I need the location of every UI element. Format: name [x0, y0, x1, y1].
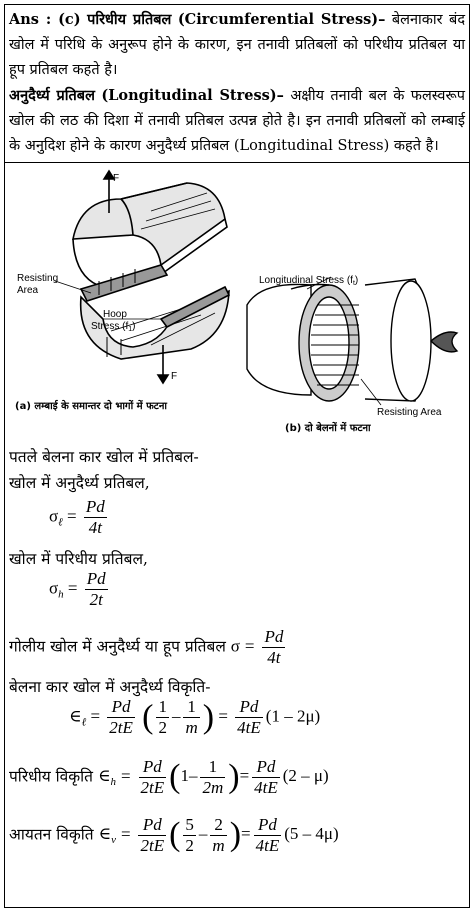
label-hoop-2: Stress $(f_1)$	[91, 321, 136, 333]
answer-label: Ans : (c)	[9, 11, 81, 28]
figure-b-drawing	[247, 277, 457, 405]
label-f-bottom: F	[171, 371, 178, 382]
answer-box	[4, 4, 470, 908]
figure-a-drawing	[55, 171, 229, 383]
formula-hoop-strain: परिधीय विकृति $\in_h$ = $\frac{Pd}{2tE}$ (1– $\frac{1}{2m}$ )= $\frac{Pd}{4tE}$ (2 – μ)	[9, 757, 329, 797]
stress-figure	[11, 169, 459, 441]
term-longitudinal-hindi: अनुदैर्ध्य प्रतिबल	[9, 87, 95, 104]
solution-area	[5, 163, 469, 871]
paragraph-circumferential	[9, 7, 465, 83]
label-resisting-left-2: Area	[17, 285, 39, 296]
term-circumferential-hindi: परिधीय प्रतिबल	[87, 11, 172, 28]
longitudinal-description: अक्षीय तनावी बल के फलस्वरूप खोल की लठ की दिशा में तनावी प्रतिबल उत्पन्न होते है। इन तनावी प्रतिबलों को लम्बाई के अनुदिश होने के कारण अनुदैर्ध्य प्रतिबल (Longitudinal Stress) कहते है।	[9, 88, 465, 154]
formula-volumetric-strain: आयतन विकृति $\in_v$ = $\frac{Pd}{2tE}$ ( $\frac{5}{2}$ – $\frac{2}{m}$ )= $\frac{Pd}{4tE}$ (5 – 4μ)	[9, 815, 339, 855]
formula-hoop-stress: $\sigma_h$ = $\frac{Pd}{2t}$	[49, 569, 106, 609]
text-stress-in-shell: पतले बेलना कार खोल में प्रतिबल-	[9, 448, 199, 466]
answer-text-block	[5, 5, 469, 163]
circumferential-description: बेलनाकार बंद खोल में परिधि के अनुरूप होने के कारण, इन तनावी प्रतिबलों को परिधीय प्रतिबल या हूप प्रतिबल कहते है।	[9, 12, 466, 78]
label-resisting-left-1: Resisting	[17, 273, 59, 284]
label-resisting-right: Resisting Area	[377, 407, 442, 418]
text-longitudinal-strain: बेलना कार खोल में अनुदैर्ध्य विकृति-	[9, 678, 211, 696]
formula-longitudinal-strain: $\in_\ell$ = $\frac{Pd}{2tE}$ ( $\frac{1}{2}$ – $\frac{1}{m}$ ) = $\frac{Pd}{4tE}$ (1 – 2μ)	[69, 697, 321, 737]
label-longitudinal-stress: Longitudinal Stress $(f_t)$	[259, 275, 359, 287]
label-hoop-1: Hoop	[103, 309, 127, 320]
formula-longitudinal-stress: $\sigma_\ell$ = $\frac{Pd}{4t}$	[49, 497, 105, 537]
term-circumferential-english: (Circumferential Stress)–	[177, 11, 386, 28]
text-longitudinal-stress: खोल में अनुदैर्ध्य प्रतिबल,	[9, 474, 150, 492]
caption-b: (b) दो बेलनों में फटना	[285, 423, 371, 434]
term-longitudinal-english: (Longitudinal Stress)–	[101, 87, 284, 104]
formula-spherical-shell: गोलीय खोल में अनुदैर्ध्य या हूप प्रतिबल σ = $\frac{Pd}{4t}$	[9, 627, 284, 667]
text-hoop-stress: खोल में परिधीय प्रतिबल,	[9, 550, 148, 568]
caption-a: (a) लम्बाई के समान्तर दो भागों में फटना	[15, 401, 167, 412]
paragraph-longitudinal	[9, 83, 465, 159]
label-f-top: F	[113, 173, 120, 184]
